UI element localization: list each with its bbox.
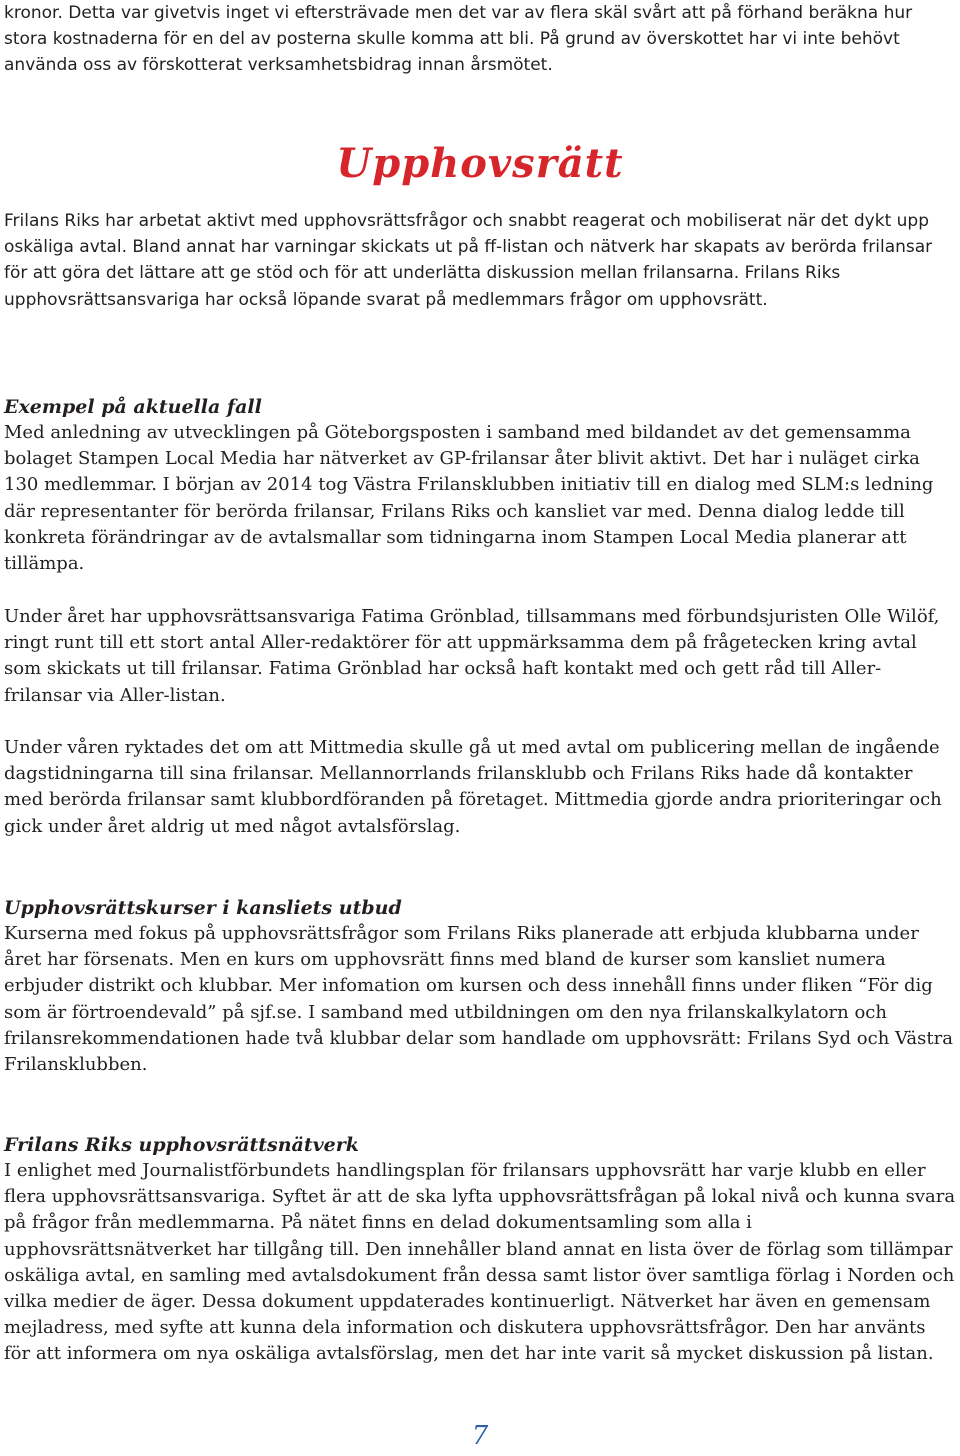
page-number: 7	[471, 1421, 489, 1451]
intro-paragraph: kronor. Detta var givetvis inget vi eftersträvade men det var av flera skäl svårt att på förhand beräkna hur stora kostnaderna för en del av posterna skulle komma att bli. På grund av överskottet har vi inte behövt använda oss av förskotterat verksamhetsbidrag innan årsmötet.	[4, 3, 913, 76]
network-paragraph: I enlighet med Journalistförbundets handlingsplan för frilansars upphovsrätt har varje klubb en eller flera upphovsrättsansvariga. Syftet är att de ska lyfta upphovsrättsfrågan på lokal nivå och kunna svara på frågor från medlemmarna. På nätet finns en delad dokumentsamling som alla i upphovsrättsnätverket har tillgång till. Den innehåller bland annat en lista över de förlag som tillämpar oskäliga avtal, en samling med avtalsdokument från dessa samt listor över samtliga förlag i Norden och vilka medier de äger. Dessa dokument uppdaterades kontinuerligt. Nätverket har även en gemensam mejladress, med syfte att kunna dela information och diskutera upphovsrättsfrågor. Den har använts för att informera om nya oskäliga avtalsförslag, men det har inte varit så mycket diskussion på listan.	[4, 1160, 956, 1365]
section-title: Upphovsrätt	[336, 140, 624, 187]
examples-paragraph-3: Under våren ryktades det om att Mittmedia skulle gå ut med avtal om publicering mellan de ingående dagstidningarna till sina frilansar. Mellannorrlands frilansklubb och Frilans Riks hade då kontakter med berörda frilansar samt klubbordföranden på företaget. Mittmedia gjorde andra prioriteringar och gick under året aldrig ut med något avtalsförslag.	[4, 737, 942, 837]
examples-paragraph-1: Med anledning av utvecklingen på Göteborgsposten i samband med bildandet av det gemensamma bolaget Stampen Local Media har nätverket av GP-frilansar åter blivit aktivt. Det har i nuläget cirka 130 medlemmar. I början av 2014 tog Västra Frilansklubben initiativ till en dialog med SLM:s ledning där representanter för berörda frilansar, Frilans Riks och kansliet var med. Denna dialog ledde till konkreta förändringar av de avtalsmallar som tidningarna inom Stampen Local Media planerar att tillämpa.	[4, 422, 934, 575]
network-heading: Frilans Riks upphovsrättsnätverk	[4, 1134, 359, 1156]
examples-paragraph-2: Under året har upphovsrättsansvariga Fatima Grönblad, tillsammans med förbundsjuristen Olle Wilöf, ringt runt till ett stort antal Aller-redaktörer för att uppmärksamma dem på frågetecken kring avtal som skickats ut till frilansar. Fatima Grönblad har också haft kontakt med och gett råd till Aller-frilansar via Aller-listan.	[4, 606, 940, 706]
courses-paragraph: Kurserna med fokus på upphovsrättsfrågor som Frilans Riks planerade att erbjuda klubbarna under året har försenats. Men en kurs om upphovsrätt finns med bland de kurser som kansliet numera erbjuder distrikt och klubbar. Mer infomation om kursen och dess innehåll finns under fliken “För dig som är förtroendevald” på sjf.se. I samband med utbildningen om den nya frilanskalkylatorn och frilansrekommendationen hade två klubbar delar som handlade om upphovsrätt: Frilans Syd och Västra Frilansklubben.	[4, 923, 953, 1076]
section-lead-paragraph: Frilans Riks har arbetat aktivt med upphovsrättsfrågor och snabbt reagerat och mobiliserat när det dykt upp oskäliga avtal. Bland annat har varningar skickats ut på ff-listan och nätverk har skapats av berörda frilansar för att göra det lättare att ge stöd och för att underlätta diskussion mellan frilansarna. Frilans Riks upphovsrättsansvariga har också löpande svarat på medlemmars frågor om upphovsrätt.	[4, 211, 933, 310]
examples-heading: Exempel på aktuella fall	[4, 396, 262, 418]
courses-heading: Upphovsrättskurser i kansliets utbud	[4, 897, 402, 919]
